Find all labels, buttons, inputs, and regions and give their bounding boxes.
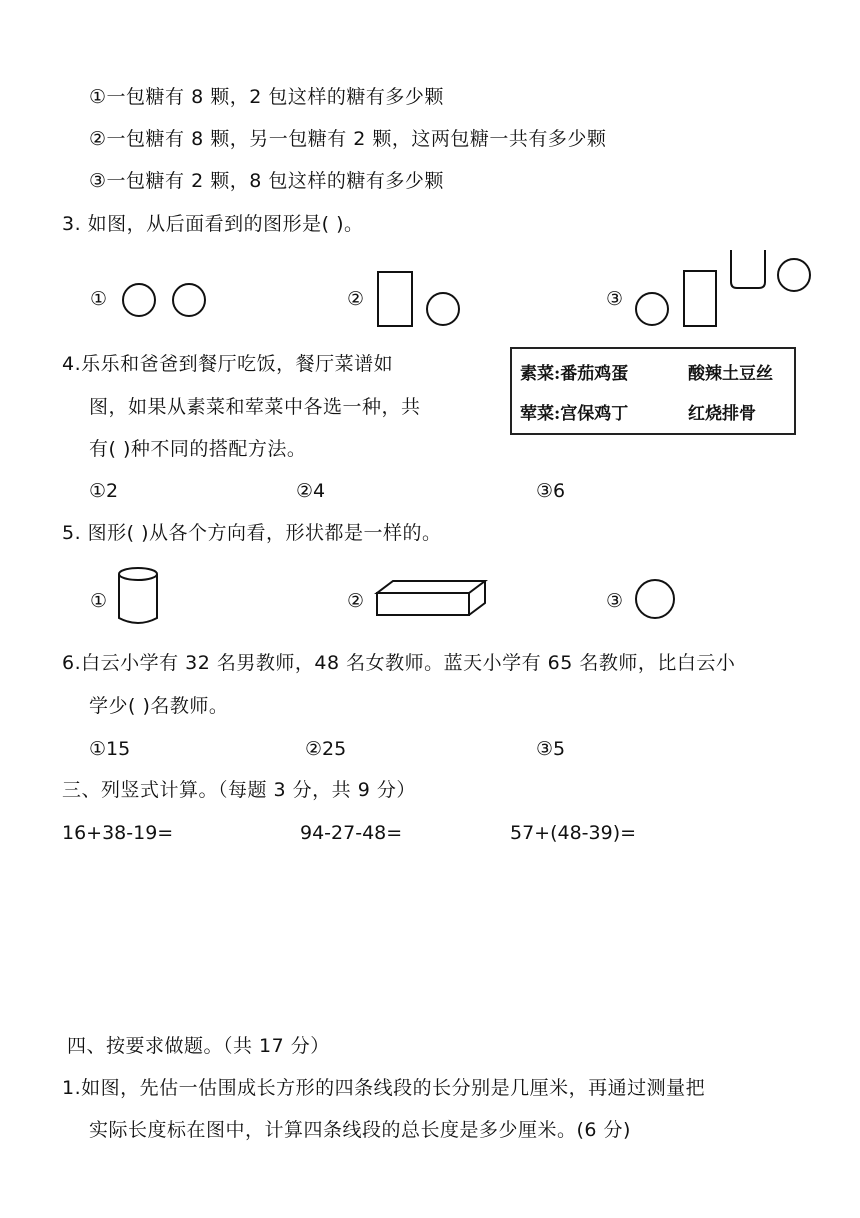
section-3-title: 三、列竖式计算。（每题 3 分，共 9 分） bbox=[62, 779, 416, 801]
q5-option-2-cuboid bbox=[375, 579, 490, 619]
q6-option-1: ①15 bbox=[89, 738, 131, 760]
q3-option-2-label: ② bbox=[347, 288, 365, 310]
q5-option-1-label: ① bbox=[90, 590, 108, 612]
q5-option-3-sphere bbox=[633, 578, 683, 628]
s4-q1-line-2: 实际长度标在图中，计算四条线段的总长度是多少厘米。(6 分) bbox=[89, 1119, 631, 1141]
q4-option-2: ②4 bbox=[296, 480, 326, 502]
q3-option-3-figure bbox=[633, 248, 813, 328]
q5-option-2-label: ② bbox=[347, 590, 365, 612]
calc-expression-2: 94-27-48= bbox=[300, 822, 403, 844]
calc-expression-3: 57+(48-39)= bbox=[510, 822, 637, 844]
q2-option-1: ①一包糖有 8 颗，2 包这样的糖有多少颗 bbox=[89, 86, 444, 108]
restaurant-menu-box bbox=[510, 347, 796, 435]
q4-option-1: ①2 bbox=[89, 480, 119, 502]
q3-option-1-figure bbox=[120, 282, 220, 322]
q6-option-2: ②25 bbox=[305, 738, 347, 760]
menu-row-meat bbox=[520, 399, 756, 424]
q4-line-1: 4.乐乐和爸爸到餐厅吃饭，餐厅菜谱如 bbox=[62, 353, 394, 375]
q3-text: 3. 如图，从后面看到的图形是( )。 bbox=[62, 213, 364, 235]
menu-row-veg bbox=[520, 359, 773, 384]
q4-option-3: ③6 bbox=[536, 480, 566, 502]
s4-q1-line-1: 1.如图，先估一估围成长方形的四条线段的长分别是几厘米，再通过测量把 bbox=[62, 1077, 706, 1099]
menu-veg-item-2: 酸辣土豆丝 bbox=[688, 364, 773, 384]
section-4-title: 四、按要求做题。（共 17 分） bbox=[67, 1035, 330, 1057]
menu-meat-item-2: 红烧排骨 bbox=[688, 404, 756, 424]
q4-line-3: 有( )种不同的搭配方法。 bbox=[89, 438, 307, 460]
q3-option-2-figure bbox=[375, 269, 465, 329]
q2-option-2: ②一包糖有 8 颗，另一包糖有 2 颗，这两包糖一共有多少颗 bbox=[89, 128, 607, 150]
q5-option-1-cylinder bbox=[117, 566, 162, 626]
menu-veg-label: 素菜:番茄鸡蛋 bbox=[520, 364, 629, 384]
q6-line-1: 6.白云小学有 32 名男教师，48 名女教师。蓝天小学有 65 名教师，比白云小 bbox=[62, 652, 736, 674]
calc-expression-1: 16+38-19= bbox=[62, 822, 174, 844]
q6-option-3: ③5 bbox=[536, 738, 566, 760]
menu-meat-label: 荤菜:宫保鸡丁 bbox=[520, 404, 629, 424]
q3-option-3-label: ③ bbox=[606, 288, 624, 310]
q6-line-2: 学少( )名教师。 bbox=[89, 695, 229, 717]
q4-line-2: 图，如果从素菜和荤菜中各选一种，共 bbox=[89, 396, 421, 418]
q5-option-3-label: ③ bbox=[606, 590, 624, 612]
q2-option-3: ③一包糖有 2 颗，8 包这样的糖有多少颗 bbox=[89, 170, 444, 192]
q3-option-1-label: ① bbox=[90, 288, 108, 310]
q5-text: 5. 图形( )从各个方向看，形状都是一样的。 bbox=[62, 522, 442, 544]
